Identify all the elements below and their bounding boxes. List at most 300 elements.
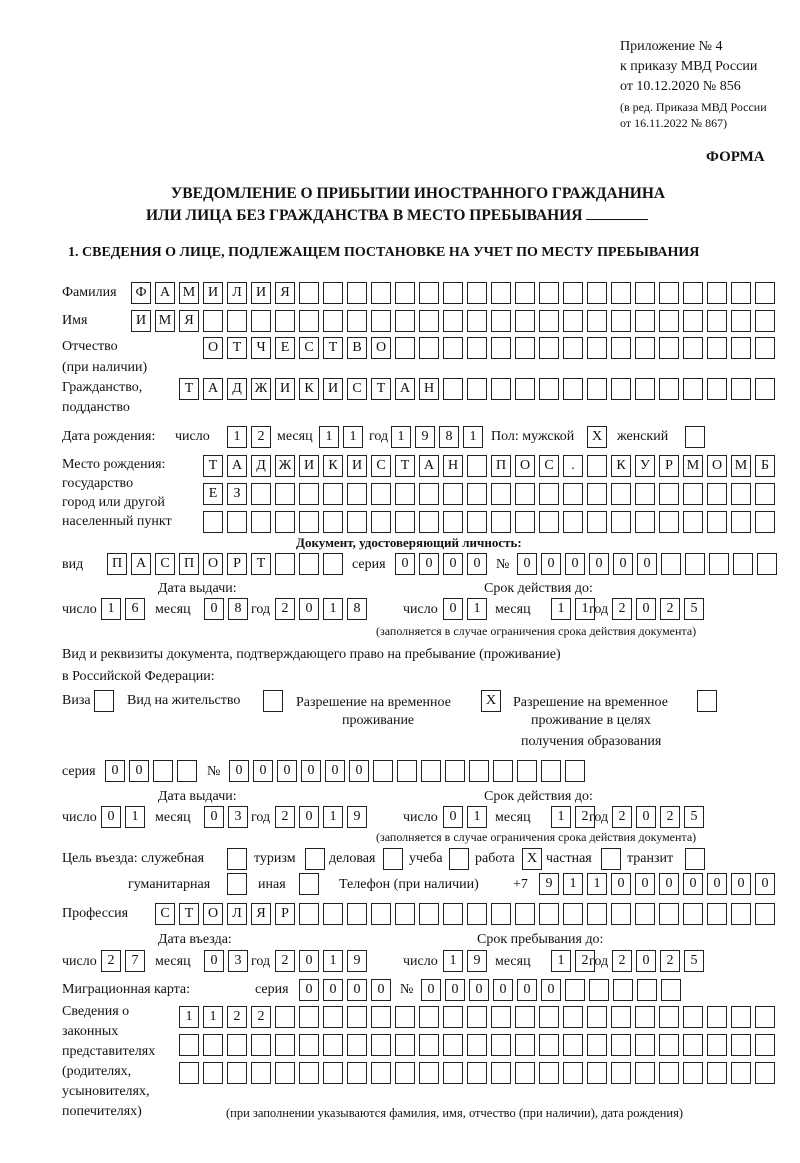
char-cell[interactable]: [395, 282, 415, 304]
char-cell[interactable]: 0: [541, 553, 561, 575]
char-cell[interactable]: [493, 760, 513, 782]
char-cell[interactable]: А: [419, 455, 439, 477]
purpose-study-checkbox[interactable]: [449, 848, 469, 870]
char-cell[interactable]: 0: [253, 760, 273, 782]
char-cell[interactable]: М: [155, 310, 175, 332]
char-cell[interactable]: С: [371, 455, 391, 477]
char-cell[interactable]: [707, 511, 727, 533]
char-cell[interactable]: [227, 1062, 247, 1084]
char-cell[interactable]: Т: [323, 337, 343, 359]
char-cell[interactable]: [251, 483, 271, 505]
char-cell[interactable]: [445, 760, 465, 782]
char-cell[interactable]: 2: [275, 950, 295, 972]
char-cell[interactable]: 0: [683, 873, 703, 895]
char-cell[interactable]: М: [179, 282, 199, 304]
char-cell[interactable]: [467, 282, 487, 304]
id-issue-day-field[interactable]: [101, 598, 145, 620]
char-cell[interactable]: [659, 1006, 679, 1028]
char-cell[interactable]: 0: [419, 553, 439, 575]
char-cell[interactable]: [515, 282, 535, 304]
char-cell[interactable]: [661, 553, 681, 575]
stay-number-field[interactable]: [229, 760, 585, 782]
char-cell[interactable]: [467, 455, 487, 477]
char-cell[interactable]: [395, 1062, 415, 1084]
char-cell[interactable]: [539, 282, 559, 304]
id-series-field[interactable]: [395, 553, 487, 575]
profession-field[interactable]: [155, 903, 775, 925]
char-cell[interactable]: [709, 553, 729, 575]
char-cell[interactable]: [419, 483, 439, 505]
char-cell[interactable]: [443, 337, 463, 359]
char-cell[interactable]: 0: [323, 979, 343, 1001]
char-cell[interactable]: Т: [371, 378, 391, 400]
char-cell[interactable]: [251, 511, 271, 533]
char-cell[interactable]: К: [299, 378, 319, 400]
char-cell[interactable]: 2: [660, 598, 680, 620]
char-cell[interactable]: [323, 553, 343, 575]
char-cell[interactable]: 0: [299, 598, 319, 620]
char-cell[interactable]: [611, 1034, 631, 1056]
sex-male-checkbox[interactable]: X: [587, 426, 607, 448]
char-cell[interactable]: [707, 1006, 727, 1028]
patronymic-field[interactable]: [203, 337, 775, 359]
purpose-private-checkbox[interactable]: [601, 848, 621, 870]
char-cell[interactable]: 1: [463, 426, 483, 448]
char-cell[interactable]: 2: [575, 806, 595, 828]
char-cell[interactable]: Е: [275, 337, 295, 359]
char-cell[interactable]: [635, 378, 655, 400]
char-cell[interactable]: Т: [251, 553, 271, 575]
char-cell[interactable]: [371, 1006, 391, 1028]
char-cell[interactable]: О: [707, 455, 727, 477]
char-cell[interactable]: 0: [755, 873, 775, 895]
sex-female-checkbox[interactable]: [685, 426, 705, 448]
char-cell[interactable]: 0: [204, 598, 224, 620]
migration-series-field[interactable]: [299, 979, 391, 1001]
char-cell[interactable]: 2: [227, 1006, 247, 1028]
char-cell[interactable]: [611, 903, 631, 925]
char-cell[interactable]: [347, 1006, 367, 1028]
char-cell[interactable]: 3: [228, 950, 248, 972]
char-cell[interactable]: Т: [179, 378, 199, 400]
char-cell[interactable]: Б: [755, 455, 775, 477]
char-cell[interactable]: А: [395, 378, 415, 400]
char-cell[interactable]: 1: [179, 1006, 199, 1028]
char-cell[interactable]: [275, 1006, 295, 1028]
char-cell[interactable]: 0: [541, 979, 561, 1001]
char-cell[interactable]: 2: [575, 950, 595, 972]
id-kind-field[interactable]: [107, 553, 343, 575]
char-cell[interactable]: 1: [563, 873, 583, 895]
char-cell[interactable]: А: [155, 282, 175, 304]
char-cell[interactable]: 0: [395, 553, 415, 575]
char-cell[interactable]: [515, 310, 535, 332]
char-cell[interactable]: [299, 511, 319, 533]
stay-issue-day-field[interactable]: [101, 806, 145, 828]
surname-field[interactable]: [131, 282, 775, 304]
citizenship-field[interactable]: [179, 378, 775, 400]
char-cell[interactable]: [659, 337, 679, 359]
purpose-other-checkbox[interactable]: [299, 873, 319, 895]
char-cell[interactable]: [251, 1034, 271, 1056]
char-cell[interactable]: [443, 483, 463, 505]
char-cell[interactable]: 1: [467, 806, 487, 828]
char-cell[interactable]: И: [251, 282, 271, 304]
purpose-transit-checkbox[interactable]: [685, 848, 705, 870]
char-cell[interactable]: [539, 310, 559, 332]
char-cell[interactable]: [539, 337, 559, 359]
char-cell[interactable]: 2: [251, 426, 271, 448]
char-cell[interactable]: [659, 903, 679, 925]
char-cell[interactable]: [563, 1034, 583, 1056]
char-cell[interactable]: [539, 1062, 559, 1084]
char-cell[interactable]: [275, 1034, 295, 1056]
char-cell[interactable]: [611, 310, 631, 332]
char-cell[interactable]: Ж: [275, 455, 295, 477]
char-cell[interactable]: [731, 337, 751, 359]
char-cell[interactable]: 9: [415, 426, 435, 448]
char-cell[interactable]: [659, 511, 679, 533]
char-cell[interactable]: Т: [227, 337, 247, 359]
char-cell[interactable]: [419, 1062, 439, 1084]
char-cell[interactable]: [685, 553, 705, 575]
char-cell[interactable]: [683, 378, 703, 400]
char-cell[interactable]: [731, 1062, 751, 1084]
char-cell[interactable]: П: [491, 455, 511, 477]
birthplace-field-3[interactable]: [203, 511, 775, 533]
char-cell[interactable]: [541, 760, 561, 782]
char-cell[interactable]: Р: [659, 455, 679, 477]
char-cell[interactable]: [683, 337, 703, 359]
char-cell[interactable]: [299, 310, 319, 332]
char-cell[interactable]: [491, 511, 511, 533]
char-cell[interactable]: [443, 1006, 463, 1028]
char-cell[interactable]: [177, 760, 197, 782]
char-cell[interactable]: [299, 1006, 319, 1028]
char-cell[interactable]: П: [107, 553, 127, 575]
char-cell[interactable]: [707, 483, 727, 505]
char-cell[interactable]: [467, 337, 487, 359]
char-cell[interactable]: А: [131, 553, 151, 575]
char-cell[interactable]: [755, 282, 775, 304]
char-cell[interactable]: [299, 903, 319, 925]
char-cell[interactable]: [539, 378, 559, 400]
char-cell[interactable]: [203, 1062, 223, 1084]
char-cell[interactable]: [469, 760, 489, 782]
char-cell[interactable]: [323, 310, 343, 332]
char-cell[interactable]: [491, 378, 511, 400]
char-cell[interactable]: [371, 483, 391, 505]
char-cell[interactable]: 0: [636, 950, 656, 972]
char-cell[interactable]: Н: [419, 378, 439, 400]
char-cell[interactable]: [635, 1062, 655, 1084]
edu-permit-checkbox[interactable]: [697, 690, 717, 712]
birthplace-field-2[interactable]: [203, 483, 775, 505]
reps-field-3[interactable]: [179, 1062, 775, 1084]
char-cell[interactable]: И: [275, 378, 295, 400]
entry-month-field[interactable]: [204, 950, 248, 972]
char-cell[interactable]: 2: [612, 950, 632, 972]
char-cell[interactable]: 3: [228, 806, 248, 828]
temp-permit-checkbox[interactable]: X: [481, 690, 501, 712]
char-cell[interactable]: [443, 282, 463, 304]
char-cell[interactable]: 2: [101, 950, 121, 972]
birth-day-field[interactable]: [227, 426, 271, 448]
char-cell[interactable]: [683, 282, 703, 304]
char-cell[interactable]: [659, 282, 679, 304]
char-cell[interactable]: 1: [443, 950, 463, 972]
char-cell[interactable]: 0: [101, 806, 121, 828]
char-cell[interactable]: 1: [323, 950, 343, 972]
char-cell[interactable]: 0: [204, 950, 224, 972]
char-cell[interactable]: [611, 1062, 631, 1084]
char-cell[interactable]: 7: [125, 950, 145, 972]
char-cell[interactable]: [515, 511, 535, 533]
char-cell[interactable]: 5: [684, 598, 704, 620]
char-cell[interactable]: [491, 903, 511, 925]
char-cell[interactable]: [251, 310, 271, 332]
char-cell[interactable]: [275, 483, 295, 505]
char-cell[interactable]: 0: [229, 760, 249, 782]
char-cell[interactable]: О: [371, 337, 391, 359]
char-cell[interactable]: Д: [227, 378, 247, 400]
purpose-humanitarian-checkbox[interactable]: [227, 873, 247, 895]
char-cell[interactable]: 0: [635, 873, 655, 895]
id-issue-year-field[interactable]: [275, 598, 367, 620]
char-cell[interactable]: 0: [347, 979, 367, 1001]
char-cell[interactable]: [467, 310, 487, 332]
char-cell[interactable]: [347, 483, 367, 505]
char-cell[interactable]: 0: [611, 873, 631, 895]
char-cell[interactable]: [203, 310, 223, 332]
char-cell[interactable]: 5: [684, 806, 704, 828]
char-cell[interactable]: 1: [551, 598, 571, 620]
char-cell[interactable]: Д: [251, 455, 271, 477]
char-cell[interactable]: [323, 1062, 343, 1084]
char-cell[interactable]: [563, 282, 583, 304]
char-cell[interactable]: С: [155, 903, 175, 925]
char-cell[interactable]: [707, 310, 727, 332]
char-cell[interactable]: [755, 1034, 775, 1056]
char-cell[interactable]: [395, 1006, 415, 1028]
char-cell[interactable]: [659, 310, 679, 332]
char-cell[interactable]: О: [203, 337, 223, 359]
char-cell[interactable]: [587, 310, 607, 332]
char-cell[interactable]: 0: [659, 873, 679, 895]
char-cell[interactable]: [755, 483, 775, 505]
char-cell[interactable]: 2: [660, 806, 680, 828]
char-cell[interactable]: [683, 511, 703, 533]
char-cell[interactable]: [683, 1062, 703, 1084]
id-number-field[interactable]: [517, 553, 777, 575]
char-cell[interactable]: [683, 310, 703, 332]
char-cell[interactable]: [731, 1034, 751, 1056]
char-cell[interactable]: 2: [660, 950, 680, 972]
char-cell[interactable]: Л: [227, 903, 247, 925]
char-cell[interactable]: 1: [203, 1006, 223, 1028]
char-cell[interactable]: [371, 310, 391, 332]
char-cell[interactable]: [491, 310, 511, 332]
char-cell[interactable]: [443, 903, 463, 925]
char-cell[interactable]: Т: [395, 455, 415, 477]
char-cell[interactable]: Т: [203, 455, 223, 477]
char-cell[interactable]: [347, 282, 367, 304]
char-cell[interactable]: 1: [101, 598, 121, 620]
char-cell[interactable]: [707, 1034, 727, 1056]
char-cell[interactable]: Ж: [251, 378, 271, 400]
char-cell[interactable]: У: [635, 455, 655, 477]
char-cell[interactable]: [731, 378, 751, 400]
stay-series-field[interactable]: [105, 760, 197, 782]
char-cell[interactable]: [565, 760, 585, 782]
char-cell[interactable]: З: [227, 483, 247, 505]
char-cell[interactable]: 6: [125, 598, 145, 620]
char-cell[interactable]: 8: [439, 426, 459, 448]
char-cell[interactable]: И: [299, 455, 319, 477]
char-cell[interactable]: 0: [277, 760, 297, 782]
char-cell[interactable]: [539, 1034, 559, 1056]
char-cell[interactable]: [611, 282, 631, 304]
id-issue-month-field[interactable]: [204, 598, 248, 620]
char-cell[interactable]: [731, 903, 751, 925]
reps-field-2[interactable]: [179, 1034, 775, 1056]
char-cell[interactable]: 1: [467, 598, 487, 620]
char-cell[interactable]: [755, 1062, 775, 1084]
char-cell[interactable]: И: [323, 378, 343, 400]
char-cell[interactable]: [659, 1062, 679, 1084]
char-cell[interactable]: [563, 310, 583, 332]
char-cell[interactable]: [587, 511, 607, 533]
char-cell[interactable]: 8: [347, 598, 367, 620]
char-cell[interactable]: Т: [179, 903, 199, 925]
char-cell[interactable]: И: [131, 310, 151, 332]
char-cell[interactable]: Я: [251, 903, 271, 925]
char-cell[interactable]: [203, 511, 223, 533]
char-cell[interactable]: [373, 760, 393, 782]
purpose-tourism-checkbox[interactable]: [305, 848, 325, 870]
char-cell[interactable]: Р: [275, 903, 295, 925]
char-cell[interactable]: [755, 903, 775, 925]
char-cell[interactable]: [755, 1006, 775, 1028]
char-cell[interactable]: [563, 1006, 583, 1028]
char-cell[interactable]: [419, 1034, 439, 1056]
char-cell[interactable]: [467, 483, 487, 505]
char-cell[interactable]: [323, 511, 343, 533]
char-cell[interactable]: [733, 553, 753, 575]
char-cell[interactable]: [707, 903, 727, 925]
migration-number-field[interactable]: [421, 979, 681, 1001]
char-cell[interactable]: [707, 282, 727, 304]
char-cell[interactable]: [539, 483, 559, 505]
char-cell[interactable]: О: [203, 553, 223, 575]
char-cell[interactable]: П: [179, 553, 199, 575]
char-cell[interactable]: [227, 1034, 247, 1056]
char-cell[interactable]: [659, 378, 679, 400]
char-cell[interactable]: [731, 310, 751, 332]
name-field[interactable]: [131, 310, 775, 332]
char-cell[interactable]: [347, 1034, 367, 1056]
char-cell[interactable]: [275, 553, 295, 575]
char-cell[interactable]: [347, 511, 367, 533]
char-cell[interactable]: [275, 1062, 295, 1084]
char-cell[interactable]: М: [683, 455, 703, 477]
char-cell[interactable]: [587, 1062, 607, 1084]
char-cell[interactable]: 9: [467, 950, 487, 972]
stay-issue-month-field[interactable]: [204, 806, 248, 828]
char-cell[interactable]: [635, 310, 655, 332]
char-cell[interactable]: Е: [203, 483, 223, 505]
char-cell[interactable]: 0: [565, 553, 585, 575]
char-cell[interactable]: [323, 483, 343, 505]
char-cell[interactable]: 0: [299, 979, 319, 1001]
char-cell[interactable]: А: [227, 455, 247, 477]
char-cell[interactable]: [635, 511, 655, 533]
char-cell[interactable]: 1: [587, 873, 607, 895]
char-cell[interactable]: [613, 979, 633, 1001]
char-cell[interactable]: 1: [575, 598, 595, 620]
char-cell[interactable]: [371, 1062, 391, 1084]
char-cell[interactable]: [323, 1034, 343, 1056]
char-cell[interactable]: [563, 483, 583, 505]
char-cell[interactable]: 2: [612, 598, 632, 620]
char-cell[interactable]: [659, 483, 679, 505]
char-cell[interactable]: [419, 903, 439, 925]
char-cell[interactable]: [397, 760, 417, 782]
char-cell[interactable]: Н: [443, 455, 463, 477]
char-cell[interactable]: [347, 903, 367, 925]
char-cell[interactable]: [419, 337, 439, 359]
char-cell[interactable]: [611, 337, 631, 359]
stay-valid-year-field[interactable]: [612, 806, 704, 828]
char-cell[interactable]: 0: [707, 873, 727, 895]
char-cell[interactable]: [659, 1034, 679, 1056]
char-cell[interactable]: [467, 511, 487, 533]
char-cell[interactable]: 0: [636, 598, 656, 620]
char-cell[interactable]: [757, 553, 777, 575]
char-cell[interactable]: 0: [421, 979, 441, 1001]
stay-until-day-field[interactable]: [443, 950, 487, 972]
char-cell[interactable]: [299, 1034, 319, 1056]
char-cell[interactable]: 0: [613, 553, 633, 575]
char-cell[interactable]: [347, 1062, 367, 1084]
char-cell[interactable]: [589, 979, 609, 1001]
char-cell[interactable]: 0: [204, 806, 224, 828]
char-cell[interactable]: [491, 1034, 511, 1056]
char-cell[interactable]: С: [155, 553, 175, 575]
char-cell[interactable]: [347, 310, 367, 332]
char-cell[interactable]: [731, 1006, 751, 1028]
char-cell[interactable]: 0: [517, 553, 537, 575]
char-cell[interactable]: [515, 1006, 535, 1028]
char-cell[interactable]: 0: [299, 950, 319, 972]
stay-valid-day-field[interactable]: [443, 806, 487, 828]
char-cell[interactable]: [467, 1034, 487, 1056]
char-cell[interactable]: [371, 903, 391, 925]
char-cell[interactable]: 0: [731, 873, 751, 895]
entry-year-field[interactable]: [275, 950, 367, 972]
id-valid-day-field[interactable]: [443, 598, 487, 620]
char-cell[interactable]: [611, 511, 631, 533]
char-cell[interactable]: [563, 903, 583, 925]
char-cell[interactable]: И: [203, 282, 223, 304]
char-cell[interactable]: [179, 1062, 199, 1084]
birth-month-field[interactable]: [319, 426, 363, 448]
char-cell[interactable]: 2: [275, 806, 295, 828]
char-cell[interactable]: [731, 511, 751, 533]
char-cell[interactable]: [227, 310, 247, 332]
char-cell[interactable]: [587, 1034, 607, 1056]
char-cell[interactable]: [587, 1006, 607, 1028]
